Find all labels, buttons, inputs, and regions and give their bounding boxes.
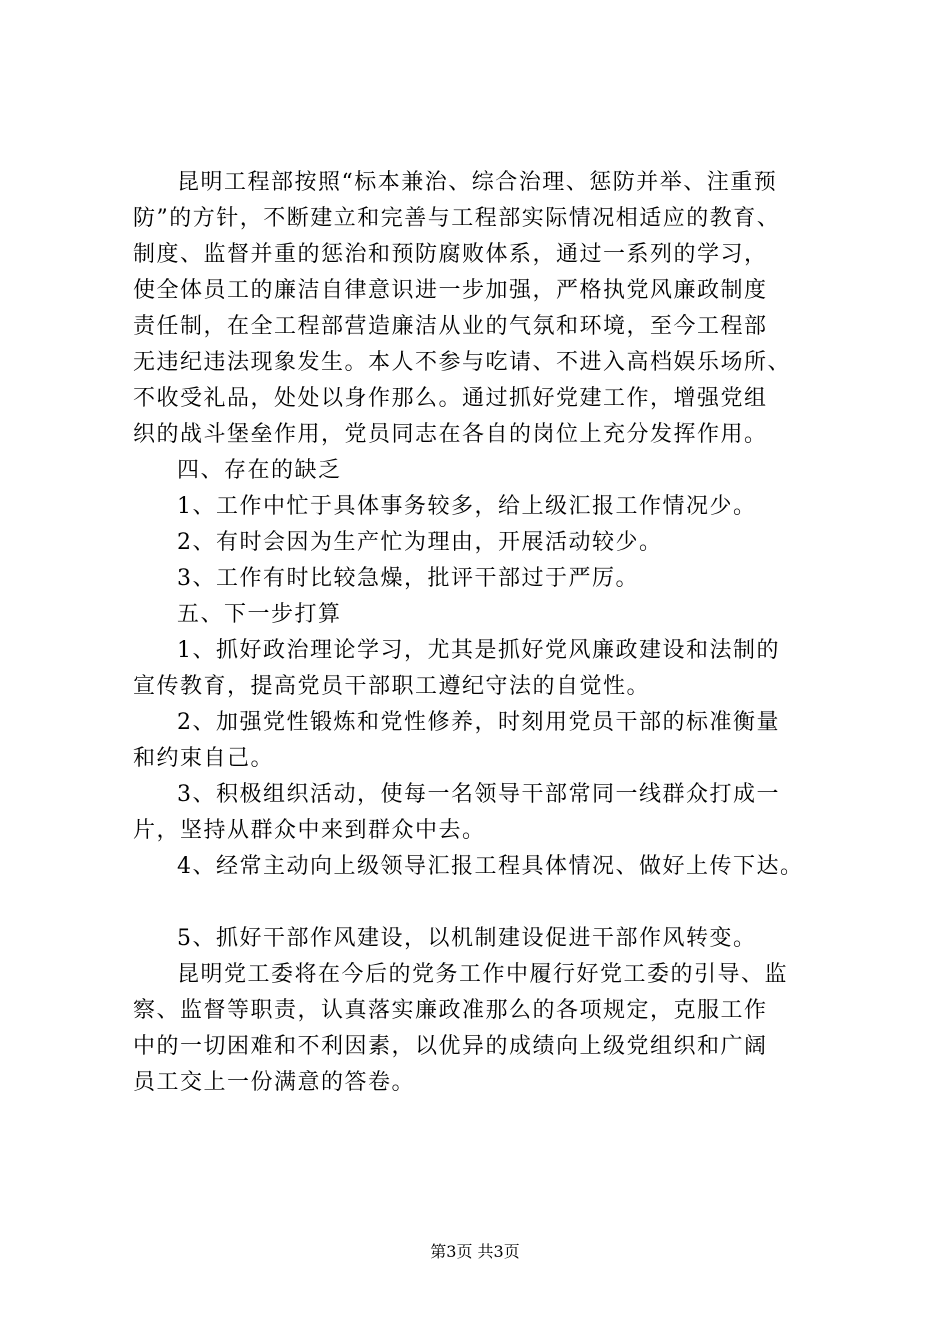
list-item: 3、工作有时比较急燥，批评干部过于严厉。 xyxy=(177,566,639,591)
paragraph-line: 责任制，在全工程部营造廉洁从业的气氛和环境，至今工程部 xyxy=(133,314,768,339)
list-item: 5、抓好干部作风建设，以机制建设促进干部作风转变。 xyxy=(177,926,757,951)
section-heading: 五、下一步打算 xyxy=(177,602,342,627)
paragraph-line: 防”的方针，不断建立和完善与工程部实际情况相适应的教育、 xyxy=(133,206,781,231)
list-item-continuation: 和约束自己。 xyxy=(133,746,275,771)
paragraph-line: 员工交上一份满意的答卷。 xyxy=(133,1070,416,1095)
list-item: 1、抓好政治理论学习，尤其是抓好党风廉政建设和法制的 xyxy=(177,638,780,663)
paragraph-line: 昆明党工委将在今后的党务工作中履行好党工委的引导、监 xyxy=(177,962,789,987)
paragraph-line: 无违纪违法现象发生。本人不参与吃请、不进入高档娱乐场所、 xyxy=(133,350,792,375)
list-item-continuation: 片，坚持从群众中来到群众中去。 xyxy=(133,818,486,843)
paragraph-line: 制度、监督并重的惩治和预防腐败体系，通过一系列的学习， xyxy=(133,242,768,267)
paragraph-line: 不收受礼品，处处以身作那么。通过抓好党建工作，增强党组 xyxy=(133,386,768,411)
paragraph-line: 织的战斗堡垒作用，党员同志在各自的岗位上充分发挥作用。 xyxy=(133,422,768,447)
paragraph-line: 使全体员工的廉洁自律意识进一步加强，严格执党风廉政制度 xyxy=(133,278,768,303)
list-item: 2、加强党性锻炼和党性修养，时刻用党员干部的标准衡量 xyxy=(177,710,780,735)
list-item: 1、工作中忙于具体事务较多，给上级汇报工作情况少。 xyxy=(177,494,757,519)
list-item: 3、积极组织活动，使每一名领导干部常同一线群众打成一 xyxy=(177,782,780,807)
paragraph-line: 察、监督等职责，认真落实廉政准那么的各项规定，克服工作 xyxy=(133,998,768,1023)
page-number-footer: 第3页 共3页 xyxy=(430,1242,520,1261)
list-item-continuation: 宣传教育，提高党员干部职工遵纪守法的自觉性。 xyxy=(133,674,651,699)
list-item: 2、有时会因为生产忙为理由，开展活动较少。 xyxy=(177,530,663,555)
paragraph-line: 昆明工程部按照“标本兼治、综合治理、惩防并举、注重预 xyxy=(177,170,778,195)
paragraph-line: 中的一切困难和不利因素，以优异的成绩向上级党组织和广阔 xyxy=(133,1034,768,1059)
list-item: 4、经常主动向上级领导汇报工程具体情况、做好上传下达。 xyxy=(177,854,804,879)
section-heading: 四、存在的缺乏 xyxy=(177,458,342,483)
